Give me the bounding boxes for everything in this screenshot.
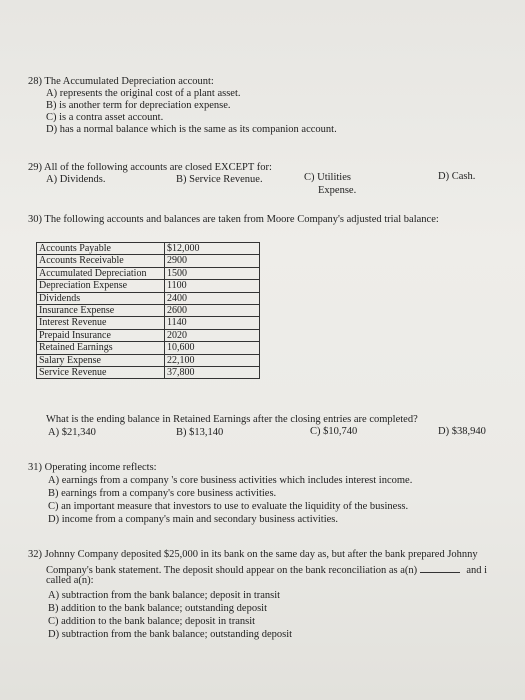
account-name: Accumulated Depreciation bbox=[37, 267, 165, 279]
q29-stem: 29) All of the following accounts are closed EXCEPT for: bbox=[28, 162, 272, 173]
table-row bbox=[37, 367, 260, 379]
q29-option-c-line2: Expense. bbox=[318, 185, 357, 196]
account-name: Interest Revenue bbox=[37, 317, 165, 329]
table-row bbox=[37, 292, 260, 304]
trial-balance-table bbox=[36, 242, 260, 379]
table-row bbox=[37, 280, 260, 292]
q32-stem-line2 bbox=[46, 562, 487, 577]
q30-option-c: C) $10,740 bbox=[310, 426, 358, 437]
q30-option-d: D) $38,940 bbox=[438, 426, 486, 437]
q32-stem-line3: called a(n): bbox=[46, 575, 94, 586]
account-name: Insurance Expense bbox=[37, 305, 165, 317]
q31-stem: 31) Operating income reflects: bbox=[28, 462, 157, 473]
account-name: Service Revenue bbox=[37, 367, 165, 379]
q32-stem-line2-tail: and i bbox=[466, 565, 488, 576]
table-row bbox=[37, 243, 260, 255]
account-amount: 2020 bbox=[165, 329, 260, 341]
account-amount: 1100 bbox=[165, 280, 260, 292]
account-name: Accounts Receivable bbox=[37, 255, 165, 267]
table-row bbox=[37, 255, 260, 267]
q30-option-b: B) $13,140 bbox=[176, 427, 224, 438]
account-amount: 2900 bbox=[165, 255, 260, 267]
account-name: Salary Expense bbox=[37, 354, 165, 366]
table-row bbox=[37, 317, 260, 329]
account-amount: 2400 bbox=[165, 292, 260, 304]
account-amount: $12,000 bbox=[165, 243, 260, 255]
q32-stem-line1: 32) Johnny Company deposited $25,000 in its bank on the same day as, but after the bank prepared Johnny bbox=[28, 549, 478, 560]
account-name: Retained Earnings bbox=[37, 342, 165, 354]
table-row bbox=[37, 354, 260, 366]
q29-option-d: D) Cash. bbox=[438, 171, 476, 182]
table-row bbox=[37, 329, 260, 341]
q29-option-a: A) Dividends. bbox=[46, 174, 106, 185]
q32-option-b: B) addition to the bank balance; outstanding deposit bbox=[48, 603, 267, 614]
q29-option-c-line1: C) Utilities bbox=[304, 172, 351, 183]
q32-option-d: D) subtraction from the bank balance; outstanding deposit bbox=[48, 629, 293, 640]
q32-stem-line2-text: Company's bank statement. The deposit should appear on the bank reconciliation as a(n) bbox=[46, 565, 418, 576]
account-amount: 22,100 bbox=[165, 354, 260, 366]
q32-option-c: C) addition to the bank balance; deposit in transit bbox=[48, 616, 256, 627]
answer-blank bbox=[420, 562, 460, 573]
account-amount: 10,600 bbox=[165, 342, 260, 354]
q31-option-a: A) earnings from a company 's core business activities which includes interest income. bbox=[48, 475, 413, 486]
q30-option-a: A) $21,340 bbox=[48, 427, 96, 438]
account-name: Depreciation Expense bbox=[37, 280, 165, 292]
q28-option-c: C) is a contra asset account. bbox=[46, 112, 164, 123]
account-amount: 1140 bbox=[165, 317, 260, 329]
account-name: Accounts Payable bbox=[37, 243, 165, 255]
account-amount: 1500 bbox=[165, 267, 260, 279]
account-name: Prepaid Insurance bbox=[37, 329, 165, 341]
q31-option-c: C) an important measure that investors to use to evaluate the liquidity of the business. bbox=[48, 501, 409, 512]
q28-option-b: B) is another term for depreciation expense. bbox=[46, 100, 231, 111]
table-row bbox=[37, 305, 260, 317]
account-amount: 37,800 bbox=[165, 367, 260, 379]
table-row bbox=[37, 342, 260, 354]
table-row bbox=[37, 267, 260, 279]
q28-stem: 28) The Accumulated Depreciation account: bbox=[28, 76, 214, 87]
q28-option-a: A) represents the original cost of a plant asset. bbox=[46, 88, 241, 99]
q30-question: What is the ending balance in Retained Earnings after the closing entries are completed? bbox=[46, 414, 418, 425]
q30-stem: 30) The following accounts and balances are taken from Moore Company's adjusted trial balance: bbox=[28, 214, 439, 225]
q29-option-b: B) Service Revenue. bbox=[176, 174, 263, 185]
q31-option-b: B) earnings from a company's core business activities. bbox=[48, 488, 277, 499]
account-name: Dividends bbox=[37, 292, 165, 304]
q31-option-d: D) income from a company's main and secondary business activities. bbox=[48, 514, 338, 525]
q28-option-d: D) has a normal balance which is the same as its companion account. bbox=[46, 124, 337, 135]
account-amount: 2600 bbox=[165, 305, 260, 317]
q32-option-a: A) subtraction from the bank balance; deposit in transit bbox=[48, 590, 281, 601]
